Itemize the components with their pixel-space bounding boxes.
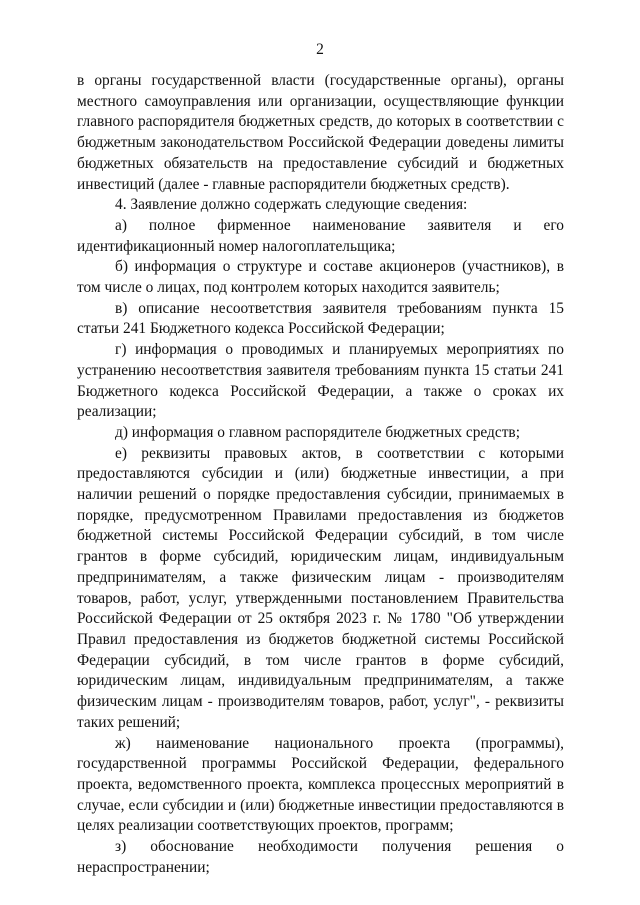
page-number: 2 xyxy=(316,41,324,58)
paragraph-subitem-zh: ж) наименование национального проекта (программы), государственной программы Российской Федерации, федерального проекта, ведомственного проекта, комплекса процессных мероприятий в случае, если субсидии и (или) бюджетные инвестиции предоставляются в целях реализации соответствующих проектов, программ; xyxy=(77,734,564,835)
document-body xyxy=(77,71,564,878)
paragraph-subitem-z: з) обоснование необходимости получения решения о нераспространении; xyxy=(77,838,564,876)
paragraph-subitem-g: г) информация о проводимых и планируемых мероприятиях по устранению несоответствия заявителя требованиям пункта 15 статьи 241 Бюджетного кодекса Российской Федерации, а также о сроках их реализации; xyxy=(77,341,564,421)
paragraph-subitem-d: д) информация о главном распорядителе бюджетных средств; xyxy=(115,423,520,441)
paragraph-subitem-v: в) описание несоответствия заявителя требованиям пункта 15 статьи 241 Бюджетного кодекса Российской Федерации; xyxy=(77,299,564,338)
paragraph-continuation: в органы государственной власти (государственные органы), органы местного самоуправления или организации, осуществляющие функции главного распорядителя бюджетных средств, до которых в соответствии с бюджетным законодательством Российской Федерации доведены лимиты бюджетных обязательств на предоставление субсидий и бюджетных инвестиций (далее - главные распорядители бюджетных средств). xyxy=(77,72,564,193)
paragraph-subitem-a: а) полное фирменное наименование заявителя и его идентификационный номер налогоплательщика; xyxy=(77,216,564,255)
paragraph-subitem-b: б) информация о структуре и составе акционеров (участников), в том числе о лицах, под контролем которых находится заявитель; xyxy=(77,258,564,297)
paragraph-subitem-e: е) реквизиты правовых актов, в соответствии с которыми предоставляются субсидии и (или) бюджетные инвестиции, а при наличии решений о порядке предоставления субсидии, принимаемых в порядке, предусмотренном Правилами предоставления из бюджетов бюджетной системы Российской Федерации субсидий, в том числе грантов в форме субсидий, юридическим лицам, индивидуальным предпринимателям, а также физическим лицам - производителям товаров, работ, услуг, утвержденными постановлением Правительства Российской Федерации от 25 октября 2023 г. № 1780 "Об утверждении Правил предоставления из бюджетов бюджетной системы Российской Федерации субсидий, в том числе грантов в форме субсидий, юридическим лицам, индивидуальным предпринимателям, а также физическим лицам - производителям товаров, работ, услуг", - реквизиты таких решений; xyxy=(77,444,564,731)
paragraph-item-4: 4. Заявление должно содержать следующие сведения: xyxy=(115,196,468,214)
